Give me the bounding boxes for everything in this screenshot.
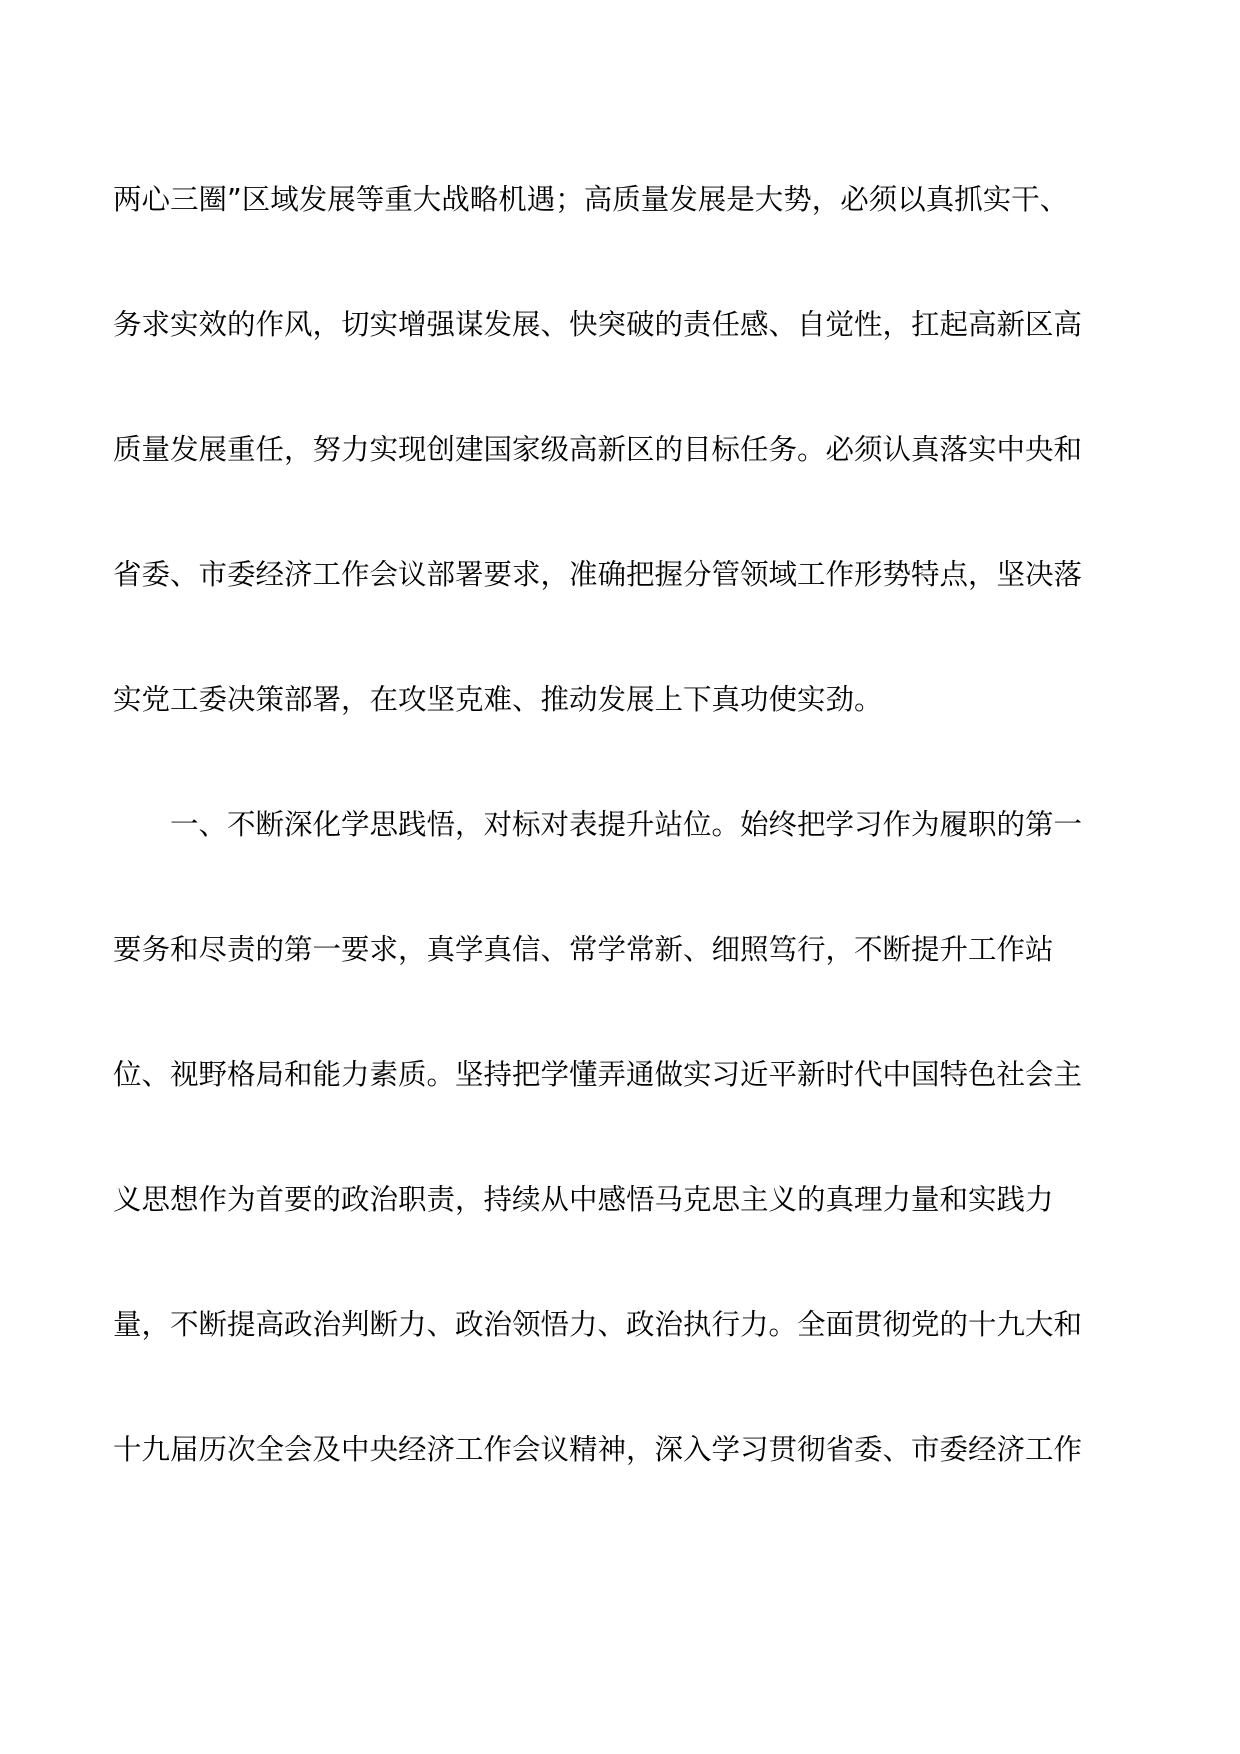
paragraph-line: 位、视野格局和能力素质。坚持把学懂弄通做实习近平新时代中国特色社会主 xyxy=(113,1058,1083,1091)
paragraph-line: 务求实效的作风，切实增强谋发展、快突破的责任感、自觉性，扛起高新区高 xyxy=(113,308,1083,341)
paragraph-line: 省委、市委经济工作会议部署要求，准确把握分管领域工作形势特点，坚决落 xyxy=(113,558,1083,591)
section-heading-line: 一、不断深化学思践悟，对标对表提升站位。始终把学习作为履职的第一 xyxy=(170,808,1083,841)
paragraph-line: 质量发展重任，努力实现创建国家级高新区的目标任务。必须认真落实中央和 xyxy=(113,433,1083,466)
paragraph-line: 量，不断提高政治判断力、政治领悟力、政治执行力。全面贯彻党的十九大和 xyxy=(113,1308,1083,1341)
paragraph-line: 两心三圈”区域发展等重大战略机遇；高质量发展是大势，必须以真抓实干、 xyxy=(113,183,1069,216)
paragraph-line: 实党工委决策部署，在攻坚克难、推动发展上下真功使实劲。 xyxy=(113,683,883,716)
paragraph-line: 要务和尽责的第一要求，真学真信、常学常新、细照笃行，不断提升工作站 xyxy=(113,933,1054,966)
paragraph-line: 义思想作为首要的政治职责，持续从中感悟马克思主义的真理力量和实践力 xyxy=(113,1183,1054,1216)
paragraph-line: 十九届历次全会及中央经济工作会议精神，深入学习贯彻省委、市委经济工作 xyxy=(113,1433,1083,1466)
